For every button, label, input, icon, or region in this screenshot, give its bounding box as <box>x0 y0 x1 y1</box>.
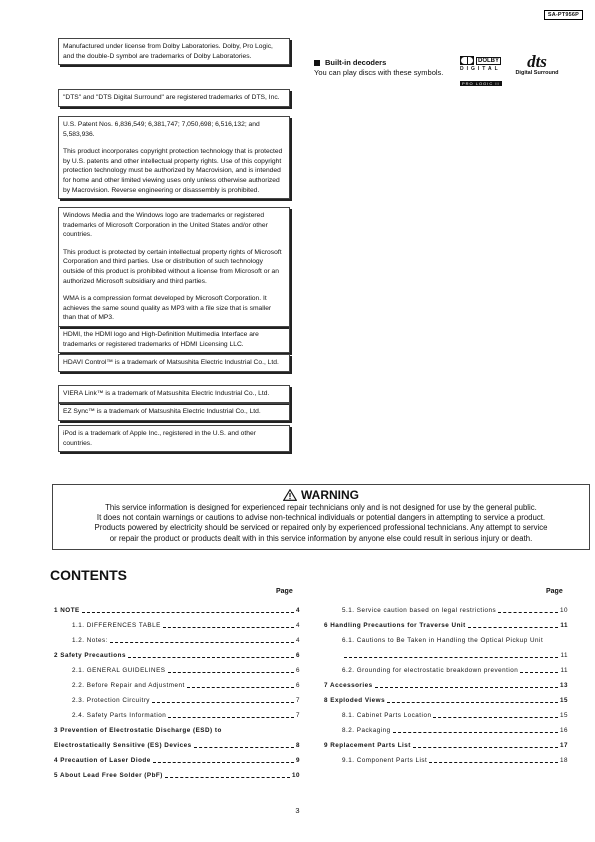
license-paragraph: U.S. Patent Nos. 6,836,549; 6,381,747; 7,050,698; 6,516,132; and 5,583,936. <box>63 121 260 138</box>
toc-leader-dots <box>110 642 294 643</box>
toc-entry-label: 3 Prevention of Electrostatic Discharge (ESD) to <box>54 727 222 734</box>
toc-entry[interactable] <box>324 705 568 720</box>
toc-entry[interactable] <box>54 735 300 750</box>
toc-entry-label: 1 NOTE <box>54 607 80 614</box>
model-code: SA-PT956P <box>544 10 583 20</box>
toc-entry-label: 1.1. DIFFERENCES TABLE <box>72 622 161 629</box>
toc-entry[interactable] <box>324 600 568 615</box>
license-paragraph: This product incorporates copyright protection technology that is protected by U.S. patents and other intellectual property rights. Use of this copyright protection technology must be authorized by Macrovision, and is intended for home and other limited viewing uses only unless otherwise authorized by Macrovision. Reverse engineering or disassembly is prohibited. <box>63 148 283 194</box>
built-in-decoders <box>314 58 443 78</box>
toc-leader-dots <box>498 612 558 613</box>
toc-entry-label: 2 Safety Precautions <box>54 652 126 659</box>
toc-left-column <box>54 600 300 780</box>
toc-leader-dots <box>468 627 559 628</box>
toc-entry[interactable] <box>324 750 568 765</box>
toc-entry-label: 6 Handling Precautions for Traverse Unit <box>324 622 466 629</box>
license-paragraph: HDAVI Control™ is a trademark of Matsushita Electric Industrial Co., Ltd. <box>63 359 279 366</box>
toc-entry[interactable] <box>324 690 568 705</box>
license-paragraph: HDMI, the HDMI logo and High-Definition Multimedia Interface are trademarks or registered trademarks of HDMI Licensing LLC. <box>63 331 259 348</box>
toc-entry-label: 5 About Lead Free Solder (PbF) <box>54 772 163 779</box>
dolby-logo <box>460 56 504 90</box>
double-d-icon <box>460 56 474 65</box>
toc-entry-page: 11 <box>560 622 568 629</box>
license-box <box>58 425 290 452</box>
toc-entry[interactable] <box>324 720 568 735</box>
toc-entry-label: 2.4. Safety Parts Information <box>72 712 167 719</box>
license-paragraph: WMA is a compression format developed by Microsoft Corporation. It achieves the same sound quality as MP3 with a file size that is smaller than that of MP3. <box>63 295 272 322</box>
toc-entry-label: 2.3. Protection Circuitry <box>72 697 150 704</box>
toc-entry-page: 18 <box>559 757 568 764</box>
toc-entry[interactable] <box>54 765 300 780</box>
toc-leader-dots <box>153 762 294 763</box>
toc-entry[interactable] <box>324 630 568 645</box>
license-box <box>58 116 290 199</box>
warning-line: This service information is designed for experienced repair technicians only and is not designed for use by the general public. <box>105 503 537 512</box>
toc-entry-label: 4 Precaution of Laser Diode <box>54 757 151 764</box>
toc-leader-dots <box>128 657 294 658</box>
toc-leader-dots <box>82 612 294 613</box>
toc-entry[interactable] <box>54 705 300 720</box>
license-box <box>58 38 290 65</box>
warning-line: Products powered by electricity should be serviced or repaired only by experienced professional technicians. Any attempt to service <box>94 523 548 533</box>
toc-entry-page: 17 <box>559 742 568 749</box>
toc-leader-dots <box>433 717 558 718</box>
toc-entry-page: 8 <box>295 742 300 749</box>
license-paragraph: iPod is a trademark of Apple Inc., registered in the U.S. and other countries. <box>63 430 256 447</box>
warning-triangle-icon <box>283 489 297 501</box>
toc-entry-page: 6 <box>295 667 300 674</box>
license-paragraph: EZ Sync™ is a trademark of Matsushita Electric Industrial Co., Ltd. <box>63 408 261 415</box>
toc-entry[interactable] <box>324 735 568 750</box>
toc-entry[interactable] <box>54 630 300 645</box>
license-paragraph: Windows Media and the Windows logo are trademarks or registered trademarks of Microsoft Corporation in the United States and/or other countries. <box>63 212 268 239</box>
warning-title: WARNING <box>301 488 359 502</box>
toc-leader-dots <box>187 687 294 688</box>
license-paragraph: VIERA Link™ is a trademark of Matsushita Electric Industrial Co., Ltd. <box>63 390 270 397</box>
toc-leader-dots <box>168 717 294 718</box>
toc-entry-label: 8.1. Cabinet Parts Location <box>342 712 432 719</box>
dolby-word: DOLBY <box>478 57 499 64</box>
toc-entry-label: 1.2. Notes: <box>72 637 108 644</box>
warning-line: It does not contain warnings or cautions to advise non-technical individuals or potential dangers in attempting to service a product. <box>96 513 546 523</box>
toc-entry-label: 5.1. Service caution based on legal restrictions <box>342 607 497 614</box>
toc-entry-label: 9 Replacement Parts List <box>324 742 411 749</box>
toc-leader-dots <box>163 627 294 628</box>
toc-entry[interactable] <box>324 660 568 675</box>
toc-entry[interactable] <box>54 600 300 615</box>
toc-entry[interactable] <box>324 675 568 690</box>
license-box <box>58 385 290 403</box>
dolby-digital-text: DIGITAL <box>460 66 501 72</box>
toc-leader-dots <box>393 732 558 733</box>
toc-entry-page: 11 <box>560 667 568 674</box>
toc-entry[interactable] <box>54 675 300 690</box>
toc-entry-label: 8 Exploded Views <box>324 697 386 704</box>
license-box <box>58 326 290 353</box>
toc-entry-label: 2.2. Before Repair and Adjustment <box>72 682 185 689</box>
dts-logo <box>506 54 568 76</box>
license-paragraph: This product is protected by certain intellectual property rights of Microsoft Corporation and third parties. Use or distribution of such technology outside of this product is prohibited without a license from Microsoft or an authorized Microsoft subsidiary and third parties. <box>63 248 282 285</box>
toc-entry-page: 6 <box>295 652 300 659</box>
toc-entry[interactable] <box>54 720 300 735</box>
toc-entry[interactable] <box>324 615 568 630</box>
page-header-right: Page <box>546 588 563 595</box>
decoders-heading: Built-in decoders <box>325 58 387 67</box>
toc-entry-page: 15 <box>559 712 568 719</box>
toc-entry-page: 4 <box>295 637 300 644</box>
toc-entry-page: 13 <box>559 682 568 689</box>
toc-entry-page: 4 <box>295 622 300 629</box>
toc-entry-page: 7 <box>295 697 300 704</box>
toc-leader-dots <box>375 687 558 688</box>
toc-leader-dots <box>165 777 290 778</box>
toc-entry-page: 9 <box>295 757 300 764</box>
warning-box <box>52 484 590 550</box>
toc-entry-page: 4 <box>295 607 300 614</box>
toc-entry[interactable] <box>54 615 300 630</box>
warning-line: or repair the product or products dealt with in this service information by anyone else could result in serious injury or death. <box>109 533 533 543</box>
toc-leader-dots <box>387 702 558 703</box>
toc-leader-dots <box>152 702 294 703</box>
toc-entry-label: 6.1. Cautions to Be Taken in Handling the Optical Pickup Unit <box>342 637 544 644</box>
toc-entry-label: 6.2. Grounding for electrostatic breakdown prevention <box>342 667 519 674</box>
toc-leader-dots <box>413 747 558 748</box>
dts-sub-text: Digital Surround <box>515 70 559 76</box>
toc-leader-dots <box>344 657 558 658</box>
toc-entry[interactable] <box>54 645 300 660</box>
toc-entry-page: 10 <box>291 772 300 779</box>
toc-leader-dots <box>429 762 558 763</box>
page-header-left: Page <box>276 588 293 595</box>
license-box <box>58 403 290 421</box>
toc-right-column <box>324 600 568 765</box>
toc-leader-dots <box>168 672 294 673</box>
toc-entry-page: 16 <box>559 727 568 734</box>
toc-leader-dots <box>520 672 558 673</box>
warning-title-row <box>53 488 589 502</box>
toc-entry-page: 7 <box>295 712 300 719</box>
page-number: 3 <box>295 806 300 815</box>
toc-entry-label: Electrostatically Sensitive (ES) Devices <box>54 742 192 749</box>
toc-entry-label: 8.2. Packaging <box>342 727 391 734</box>
toc-entry[interactable] <box>324 645 568 660</box>
toc-entry-page: 6 <box>295 682 300 689</box>
toc-leader-dots <box>194 747 294 748</box>
license-box <box>58 354 290 372</box>
license-paragraph: Manufactured under license from Dolby Laboratories. Dolby, Pro Logic, and the double-D symbol are trademarks of Dolby Laboratories. <box>63 43 273 60</box>
toc-entry-page: 11 <box>560 652 568 659</box>
dts-logo-text: dts <box>527 52 547 71</box>
toc-entry[interactable] <box>54 750 300 765</box>
toc-entry[interactable] <box>54 690 300 705</box>
license-box <box>58 89 290 107</box>
license-box <box>58 207 290 327</box>
decoders-text: You can play discs with these symbols. <box>314 68 444 77</box>
toc-entry-label: 2.1. GENERAL GUIDELINES <box>72 667 166 674</box>
bullet-square-icon <box>314 60 320 66</box>
toc-entry-label: 9.1. Component Parts List <box>342 757 428 764</box>
toc-entry[interactable] <box>54 660 300 675</box>
toc-entry-page: 10 <box>559 607 568 614</box>
toc-entry-page: 15 <box>559 697 568 704</box>
contents-title: CONTENTS <box>50 567 127 583</box>
license-paragraph: "DTS" and "DTS Digital Surround" are registered trademarks of DTS, Inc. <box>63 94 280 101</box>
decoders-heading-row <box>314 58 443 68</box>
toc-entry-label: 7 Accessories <box>324 682 373 689</box>
dolby-prologic-text: PRO LOGIC II <box>462 81 500 86</box>
